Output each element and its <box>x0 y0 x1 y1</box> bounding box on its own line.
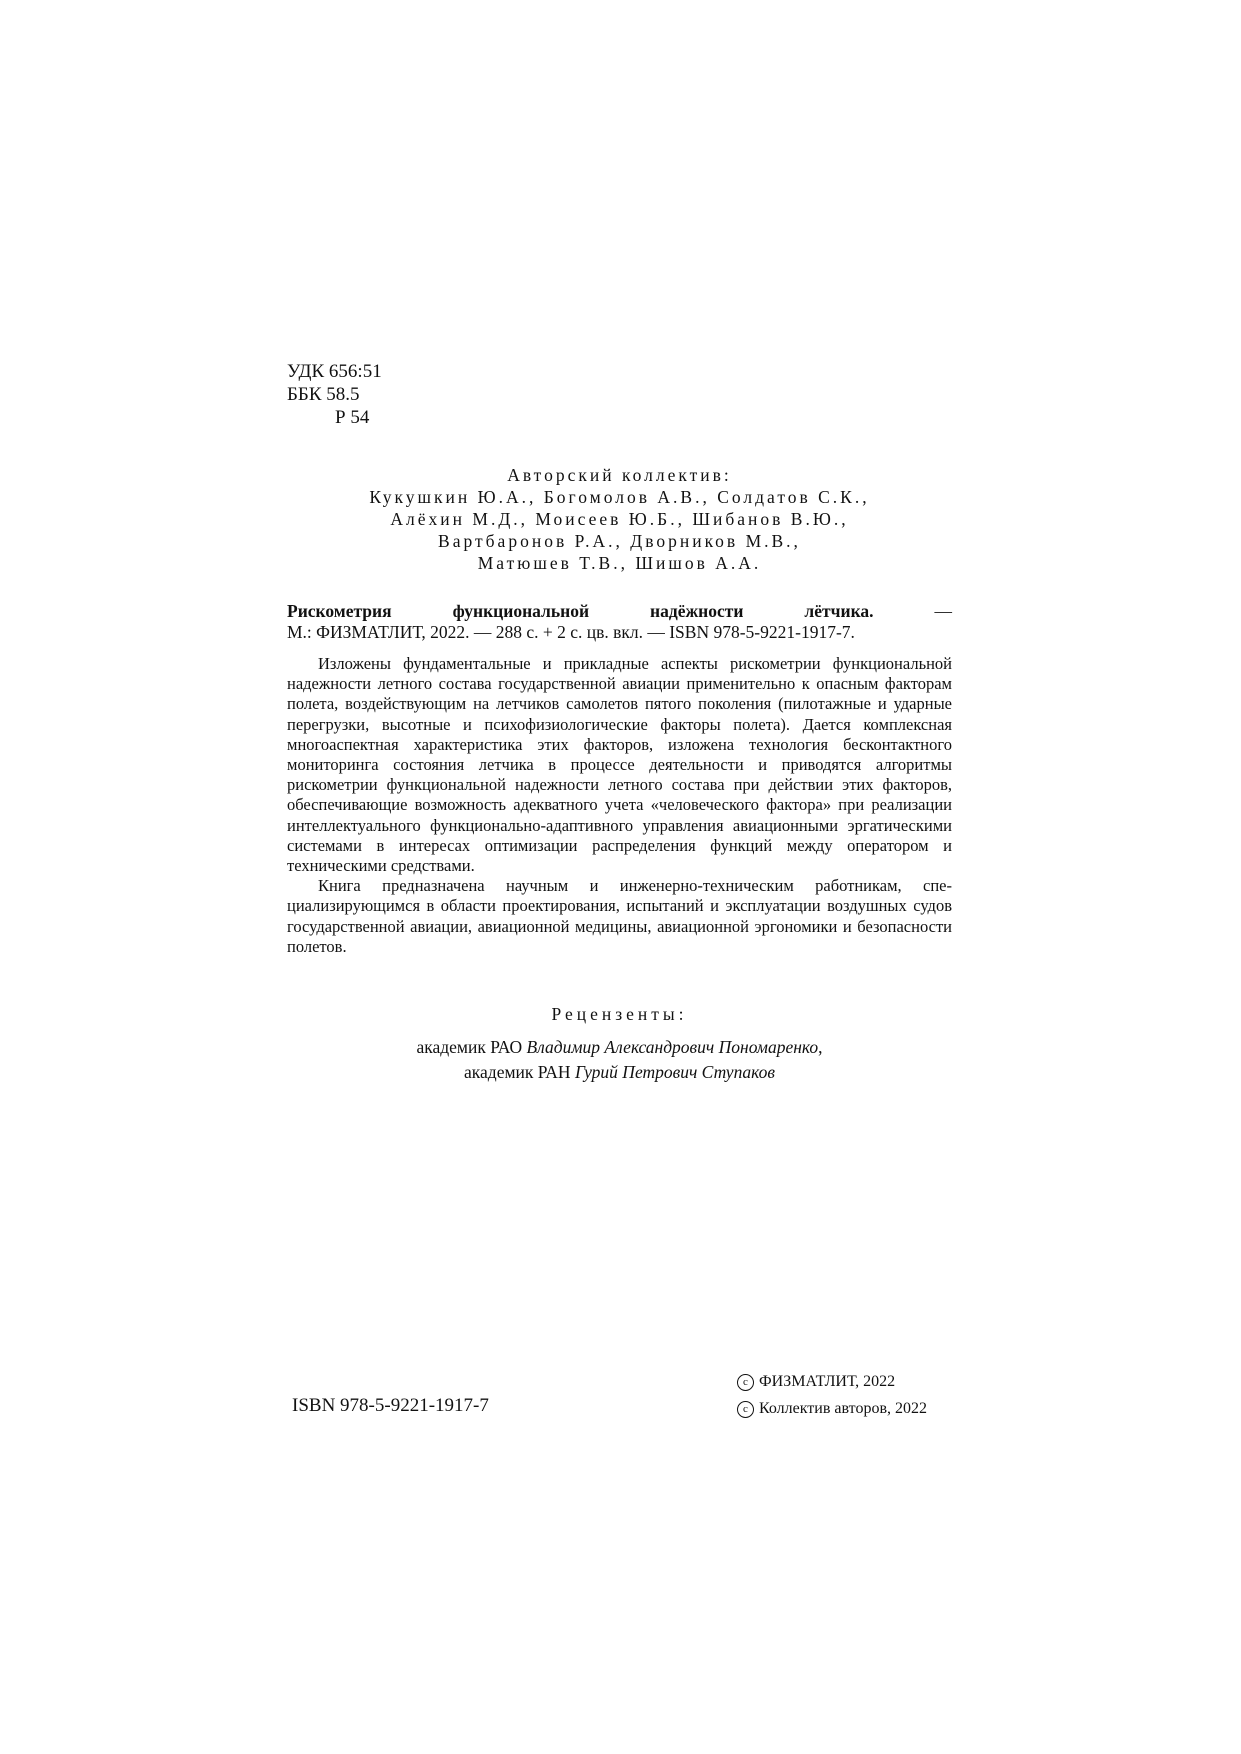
copyright-icon: c <box>737 1401 754 1418</box>
authors-line: Вартбаронов Р.А., Дворников М.В., <box>438 531 801 551</box>
reviewers-heading: Рецензенты: <box>551 1004 688 1024</box>
copyright-block <box>737 1368 927 1422</box>
reviewer-name: Гурий Петрович Ступаков <box>574 1062 775 1082</box>
reviewers-list <box>287 1035 952 1085</box>
authors-line: Матюшев Т.В., Шишов А.А. <box>477 553 762 573</box>
reviewer-title: академик РАО <box>416 1037 523 1057</box>
authors-line: Кукушкин Ю.А., Богомолов А.В., Солдатов С.К., <box>369 487 870 507</box>
reviewer-name: Владимир Александрович Пономаренко <box>526 1037 819 1057</box>
reviewer <box>287 1060 952 1085</box>
authors-line: Алёхин М.Д., Моисеев Ю.Б., Шибанов В.Ю., <box>390 509 849 529</box>
reviewer <box>287 1035 952 1060</box>
book-title: Рискометрия функциональной надёжности лётчика. <box>287 601 874 621</box>
abstract <box>287 654 952 957</box>
title-line <box>287 601 952 622</box>
authors-block <box>287 464 952 574</box>
udk-code: УДК 656:51 <box>287 361 382 382</box>
publication-line: М.: ФИЗМАТЛИТ, 2022. — 288 с. + 2 с. цв. вкл. — ISBN 978-5-9221-1917-7. <box>287 622 855 642</box>
copyright-line <box>737 1368 927 1395</box>
copyright-icon: c <box>737 1374 754 1391</box>
authors-heading: Авторский коллектив: <box>507 465 732 485</box>
classification-block <box>287 360 382 429</box>
bbk-code: ББК 58.5 <box>287 384 360 405</box>
bibliographic-record <box>287 601 952 643</box>
title-dash: — <box>934 601 952 621</box>
abstract-paragraph: Книга предназначена научным и инженерно-техническим работникам, специализирующимся в области проектирования, испытаний и эксплуатации воздушных судов государственной авиации, авиационной медицины, авиационной эргономики и безопасности полетов. <box>287 876 952 956</box>
copyright-text: Коллектив авторов, 2022 <box>759 1400 927 1417</box>
reviewer-title: академик РАН <box>464 1062 571 1082</box>
author-mark-code: Р 54 <box>335 407 370 428</box>
abstract-paragraph: Изложены фундаментальные и прикладные аспекты рискометрии функциональной надежности летного состава государственной авиации применительно к опасным факторам полета, воздействующим на летчиков самолетов пятого поколения (пилотажные и ударные перегрузки, высотные и психофизиологические факторы полета). Дается комплексная многоаспектная характеристика этих факторов, изложена технология бесконтактного мониторинга состояния летчика в процессе деятельности и приводятся алгоритмы рискометрии функциональной надежности летного состава при действии этих факторов, обеспечивающие возможность адекватного учета «человеческого фактора» при реализации интеллектуального функционально-адаптивного управления авиационными эргатическими системами в интересах оптимизации распределения функций между оператором и техническими средствами. <box>287 654 952 876</box>
copyright-line <box>737 1395 927 1422</box>
reviewer-suffix: , <box>818 1037 823 1057</box>
isbn: ISBN 978-5-9221-1917-7 <box>292 1395 489 1416</box>
copyright-text: ФИЗМАТЛИТ, 2022 <box>759 1373 896 1390</box>
